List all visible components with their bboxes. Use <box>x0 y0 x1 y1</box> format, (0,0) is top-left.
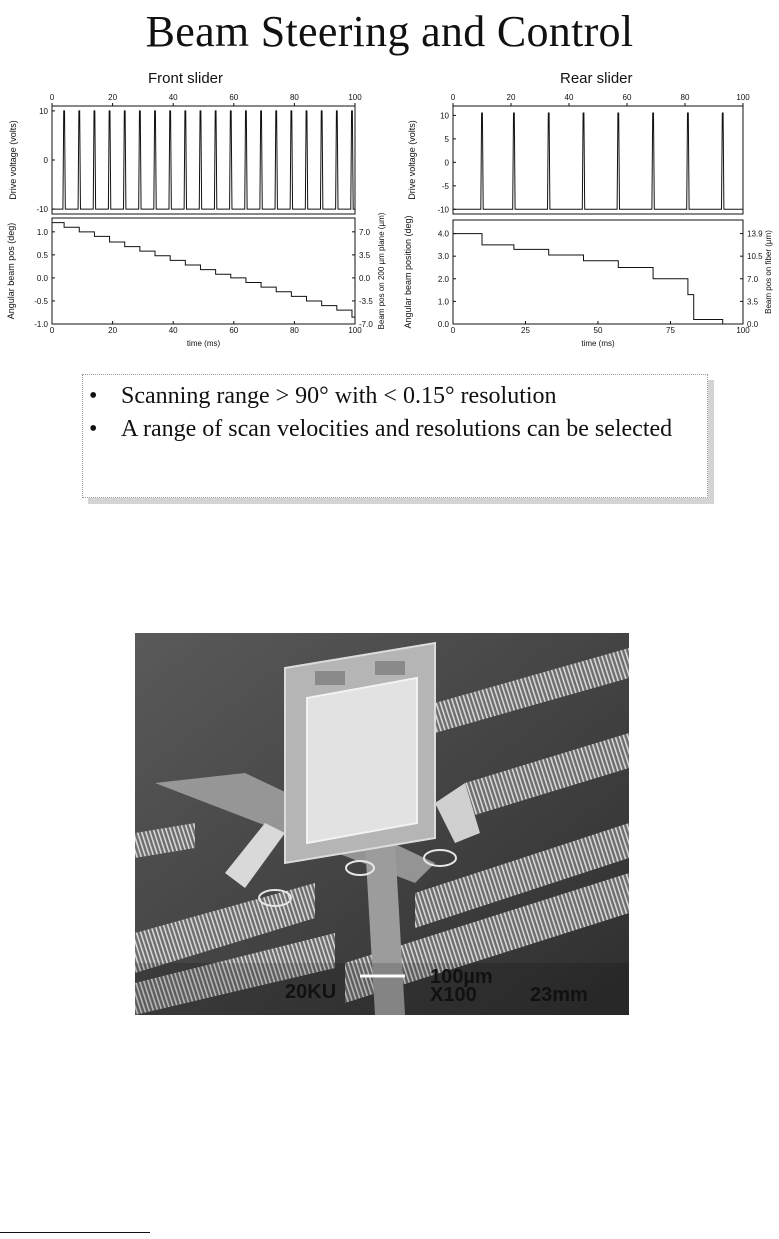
x-tick-label: 80 <box>289 326 299 335</box>
x-top-tick-label: 80 <box>680 93 690 102</box>
y-axis-label-left: Angular beam position (deg) <box>403 215 413 329</box>
y-tick-right-label: 10.5 <box>747 252 763 262</box>
drive-y-tick-label: -10 <box>36 205 48 215</box>
x-axis-label: time (ms) <box>581 339 615 348</box>
x-top-tick-label: 0 <box>450 93 456 102</box>
y-tick-right-label: 7.0 <box>747 274 759 284</box>
y-axis-label-right: Beam pos on 200 µm plane (µm) <box>377 212 386 330</box>
bullet-text: A range of scan velocities and resolutions can be selected <box>121 416 673 442</box>
y-tick-left-label: 0.0 <box>36 273 48 283</box>
front-slider-chart <box>0 88 390 368</box>
bullet-item: • Scanning range > 90° with < 0.15° resolution <box>89 383 557 409</box>
position-panel-frame <box>52 218 355 324</box>
y-tick-left-label: 2.0 <box>437 274 449 284</box>
y-tick-left-label: -1.0 <box>34 320 48 329</box>
x-top-tick-label: 20 <box>108 93 118 102</box>
drive-y-tick-label: 0 <box>43 156 48 165</box>
bullet-item: • A range of scan velocities and resolutions can be selected <box>89 416 673 442</box>
y-tick-left-label: -0.5 <box>34 296 48 306</box>
drive-y-tick-label: 0 <box>444 158 449 168</box>
sem-micrograph <box>135 633 629 1015</box>
accel-voltage-label: 20KU <box>285 981 337 1003</box>
y-tick-left-label: 0.5 <box>36 250 48 260</box>
front-slider-title: Front slider <box>148 70 224 87</box>
x-top-tick-label: 100 <box>736 93 750 102</box>
x-top-tick-label: 40 <box>564 93 574 102</box>
drive-voltage-series <box>52 111 355 209</box>
working-distance-label: 23mm <box>530 984 588 1006</box>
rear-slider-title: Rear slider <box>560 70 633 87</box>
x-top-tick-label: 100 <box>348 93 362 102</box>
position-panel-frame <box>453 220 743 324</box>
bullet-text: Scanning range > 90° with < 0.15° resolution <box>121 383 557 409</box>
x-tick-label: 0 <box>49 326 55 335</box>
y-tick-right-label: -3.5 <box>359 296 373 306</box>
x-tick-label: 100 <box>348 326 362 335</box>
x-tick-label: 25 <box>521 326 530 335</box>
y-tick-left-label: 0.0 <box>437 320 449 329</box>
y-tick-right-label: 7.0 <box>359 227 371 237</box>
drive-panel-frame <box>453 106 743 214</box>
beam-position-series <box>52 223 355 317</box>
y-tick-right-label: 0.0 <box>359 273 371 283</box>
x-tick-label: 0 <box>450 326 456 335</box>
page-title: Beam Steering and Control <box>145 7 634 56</box>
y-axis-label-left: Angular beam pos (deg) <box>6 222 16 320</box>
x-tick-label: 100 <box>736 326 750 335</box>
drive-y-axis-label: Drive voltage (volts) <box>8 120 18 200</box>
drive-y-axis-label: Drive voltage (volts) <box>407 120 417 200</box>
drive-voltage-series <box>453 113 743 209</box>
x-tick-label: 50 <box>593 326 603 335</box>
y-tick-left-label: 4.0 <box>437 229 449 239</box>
bullet-box <box>82 374 708 498</box>
y-tick-right-label: 3.5 <box>359 250 371 260</box>
x-top-tick-label: 60 <box>622 93 632 102</box>
mirror-surface <box>307 678 417 843</box>
drive-y-tick-label: 5 <box>444 134 449 144</box>
y-tick-left-label: 3.0 <box>437 252 449 262</box>
x-tick-label: 20 <box>108 326 118 335</box>
x-top-tick-label: 40 <box>168 93 178 102</box>
scale-bar-label: 100µm <box>430 966 493 988</box>
footnote-rule <box>0 1232 150 1233</box>
y-tick-left-label: 1.0 <box>437 297 449 307</box>
y-tick-right-label: 0.0 <box>747 320 759 329</box>
x-tick-label: 75 <box>666 326 675 335</box>
x-top-tick-label: 60 <box>229 93 239 102</box>
y-tick-left-label: 1.0 <box>36 227 48 237</box>
x-top-tick-label: 80 <box>289 93 299 102</box>
x-top-tick-label: 0 <box>49 93 55 102</box>
rear-slider-chart <box>395 88 779 368</box>
beam-position-series <box>453 234 743 324</box>
x-axis-label: time (ms) <box>186 339 221 348</box>
drive-y-tick-label: 10 <box>39 106 48 116</box>
drive-y-tick-label: -5 <box>441 181 449 191</box>
y-tick-right-label: 3.5 <box>747 297 759 307</box>
drive-panel-frame <box>52 106 355 214</box>
drive-y-tick-label: 10 <box>440 111 449 121</box>
y-axis-label-right: Beam pos on fiber (µm) <box>764 230 773 314</box>
y-tick-right-label: -7.0 <box>359 320 373 329</box>
y-tick-right-label: 13.9 <box>747 229 763 239</box>
magnification-label: X100 <box>430 984 477 1006</box>
x-top-tick-label: 20 <box>506 93 516 102</box>
x-tick-label: 40 <box>168 326 178 335</box>
drive-y-tick-label: -10 <box>437 205 449 215</box>
x-tick-label: 60 <box>229 326 239 335</box>
